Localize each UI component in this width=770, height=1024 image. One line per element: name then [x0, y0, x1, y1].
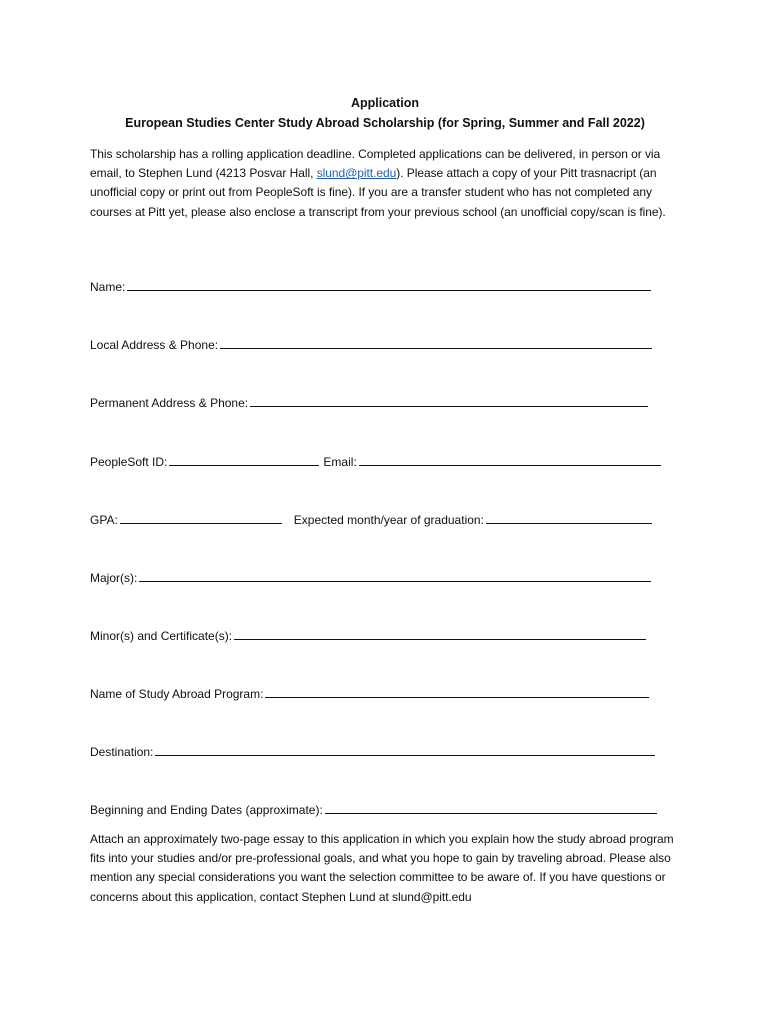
- name-field: [90, 278, 651, 296]
- destination-label: Destination:: [90, 745, 154, 759]
- gpa-blank[interactable]: [120, 511, 282, 524]
- intro-text-end: ). Please attach a copy of your Pitt trasnacript (an unofficial copy or print out from PeopleSoft is fine). If you are a transfer student who has not completed any courses at Pitt yet, please also enclose a transcript from your previous school (an unofficial copy/scan is fine).: [90, 166, 666, 219]
- graduation-blank[interactable]: [486, 511, 652, 524]
- email-label: Email:: [323, 455, 357, 469]
- email-blank[interactable]: [359, 453, 661, 466]
- program-field: [90, 685, 649, 703]
- permanent-address-field: [90, 394, 648, 412]
- intro-paragraph: [90, 145, 690, 222]
- local-address-field: [90, 336, 652, 354]
- peoplesoft-id-blank[interactable]: [169, 453, 319, 466]
- gpa-graduation-field: [90, 511, 652, 529]
- program-label: Name of Study Abroad Program:: [90, 687, 264, 701]
- permanent-address-label: Permanent Address & Phone:: [90, 396, 249, 410]
- name-label: Name:: [90, 280, 126, 294]
- dates-field: [90, 801, 657, 819]
- majors-label: Major(s):: [90, 571, 138, 585]
- gpa-label: GPA:: [90, 513, 118, 527]
- document-subtitle: European Studies Center Study Abroad Scholarship (for Spring, Summer and Fall 2022): [125, 116, 645, 130]
- dates-label: Beginning and Ending Dates (approximate):: [90, 803, 323, 817]
- document-title: Application: [350, 96, 420, 110]
- essay-instructions: Attach an approximately two-page essay to this application in which you explain how the study abroad program fits into your studies and/or pre-professional goals, and what you hope to gain by traveling abroad. Please also mention any special considerations you want the selection committee to be aware of. If you have questions or concerns about this application, contact Stephen Lund at slund@pitt.edu: [90, 832, 674, 904]
- peoplesoft-email-field: [90, 453, 661, 471]
- email-link[interactable]: slund@pitt.edu: [316, 166, 397, 181]
- graduation-label: Expected month/year of graduation:: [293, 513, 484, 527]
- minors-label: Minor(s) and Certificate(s):: [90, 629, 233, 643]
- local-address-label: Local Address & Phone:: [90, 338, 219, 352]
- name-blank[interactable]: [127, 278, 651, 291]
- minors-blank[interactable]: [234, 627, 646, 640]
- destination-blank[interactable]: [155, 743, 655, 756]
- majors-blank[interactable]: [139, 569, 651, 582]
- peoplesoft-id-label: PeopleSoft ID:: [90, 455, 168, 469]
- local-address-blank[interactable]: [220, 336, 652, 349]
- majors-field: [90, 569, 651, 587]
- dates-blank[interactable]: [325, 801, 657, 814]
- minors-field: [90, 627, 646, 645]
- program-blank[interactable]: [265, 685, 649, 698]
- destination-field: [90, 743, 655, 761]
- permanent-address-blank[interactable]: [250, 394, 648, 407]
- intro-text-start: This scholarship has a rolling application deadline. Completed applications can be delivered, in person or via email, to Stephen Lund (4213 Posvar Hall,: [90, 147, 661, 181]
